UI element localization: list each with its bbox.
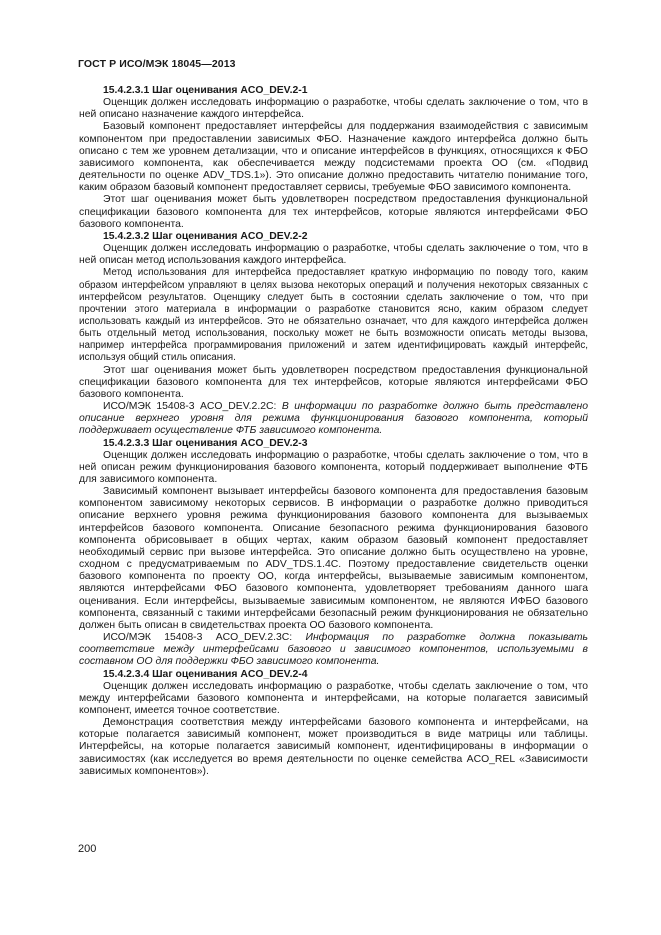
paragraph: Зависимый компонент вызывает интерфейсы базового компонента для предоставления базовым компонентом зависимому некоторых сервисов. В информации о разработке должно приводиться описание верхнего уровня режима функционирования базового компонента для вызываемых интерфейсов базового компонента. Описание безопасного режима функционирования базового компонента обрисовывает в общих чертах, каким образом базовый компонент предоставляет необходимый сервис при вызове интерфейса. Это описание должно быть осуществлено на уровне, сходном с предусматриваемым по ADV_TDS.1.4C. Поэтому предоставление свидетельств оценки базового компонента по проекту ОО, когда интерфейсы, вызываемые зависимым компонентом, являются интерфейсами ФБО базового компонента, удовлетворяет требованиям данного шага оценивания. Если интерфейсы, вызываемые зависимым компонентом, не являются ИФБО базового компонента, связанный с такими интерфейсами безопасный режим функционирования не обязательно должен быть описан в свидетельствах проекта ОО базового компонента. xyxy=(79,486,588,631)
requirement-text: Информация по разработке должна показывать соответствие между интерфейсами базового и зависимого компонентов, используемыми в составном ОО для поддержки ФБО зависимого компонента. xyxy=(79,632,588,668)
paragraph: Оценщик должен исследовать информацию о разработке, чтобы сделать заключение о том, что между интерфейсами базового компонента и интерфейсами, на которые полагается зависимый компонент, имеется точное соответствие. xyxy=(79,680,588,716)
requirement-text: В информации по разработке должно быть представлено описание верхнего уровня для режима функционирования базового компонента, который поддерживает осуществление ФТБ зависимого компонента. xyxy=(79,401,588,437)
step-heading: 15.4.2.3.2 Шаг оценивания ACO_DEV.2-2 xyxy=(103,230,308,242)
requirement-ref: ИСО/МЭК 15408-3 ACO_DEV.2.3C: xyxy=(103,632,306,644)
paragraph: Оценщик должен исследовать информацию о разработке, чтобы сделать заключение о том, что в ней описано назначение каждого интерфейса. xyxy=(79,97,588,121)
step-heading: 15.4.2.3.4 Шаг оценивания ACO_DEV.2-4 xyxy=(103,668,308,680)
standard-header: ГОСТ Р ИСО/МЭК 18045—2013 xyxy=(78,58,236,70)
paragraph: Метод использования для интерфейса предоставляет краткую информацию по поводу того, каким образом интерфейсом управляют в целях вызова некоторых операций и получения некоторых связанных с интерфейсом результатов. Оценщику следует быть в состоянии сделать заключение о том, что при прочтении этого материала в информации о разработке становится ясно, каким образом следует использовать каждый из интерфейсов. Это не обязательно означает, что для каждого интерфейса должен быть отдельный метод использования, поскольку может не быть возможности описать методы вызова, например интерфейса программирования приложений и затем идентифицировать каждый интерфейс, используя общий стиль описания. xyxy=(79,267,588,364)
paragraph: Демонстрация соответствия между интерфейсами базового компонента и интерфейсами, на которые полагается зависимый компонент, может производиться в виде матрицы или таблицы. Интерфейсы, на которые полагается зависимый компонент, идентифицированы в информации о зависимостях (как исследуется во время деятельности по оценке семейства ACO_REL «Зависимости зависимых компонентов»). xyxy=(79,717,588,777)
paragraph: Этот шаг оценивания может быть удовлетворен посредством предоставления функциональной спецификации базового компонента для тех интерфейсов, которые являются интерфейсами ФБО базового компонента. xyxy=(79,364,588,400)
paragraph: Оценщик должен исследовать информацию о разработке, чтобы сделать заключение о том, что в ней описан метод использования каждого интерфейса. xyxy=(79,243,588,267)
step-heading: 15.4.2.3.1 Шаг оценивания ACO_DEV.2-1 xyxy=(103,85,308,96)
requirement-note xyxy=(79,632,588,668)
paragraph: Базовый компонент предоставляет интерфейсы для поддержания взаимодействия с зависимым компонентом при предоставлении зависимых ФБО. Назначение каждого интерфейса должно быть описано с тем же уровнем детализации, что и описание интерфейсов в функциях, относящихся к ФБО зависимого компонента, как обеспечивается между подсистемами проекта ОО (см. «Подвид деятельности по оценке ADV_TDS.1»). Это описание должно предоставить читателю понимание того, каким образом базовый компонент предоставляет сервисы, требуемые ФБО зависимого компонента. xyxy=(79,121,588,194)
document-body xyxy=(79,85,588,778)
step-heading: 15.4.2.3.3 Шаг оценивания ACO_DEV.2-3 xyxy=(103,437,308,449)
paragraph: Оценщик должен исследовать информацию о разработке, чтобы сделать заключение о том, что в ней описан режим функционирования базового компонента, который поддерживает выполнение ФТБ для зависимого компонента. xyxy=(79,449,588,485)
page-number: 200 xyxy=(78,843,97,855)
requirement-ref: ИСО/МЭК 15408-3 ACO_DEV.2.2C: xyxy=(103,401,282,413)
requirement-note xyxy=(79,401,588,437)
paragraph: Этот шаг оценивания может быть удовлетворен посредством предоставления функциональной спецификации базового компонента для тех интерфейсов, которые являются интерфейсами ФБО базового компонента. xyxy=(79,194,588,230)
